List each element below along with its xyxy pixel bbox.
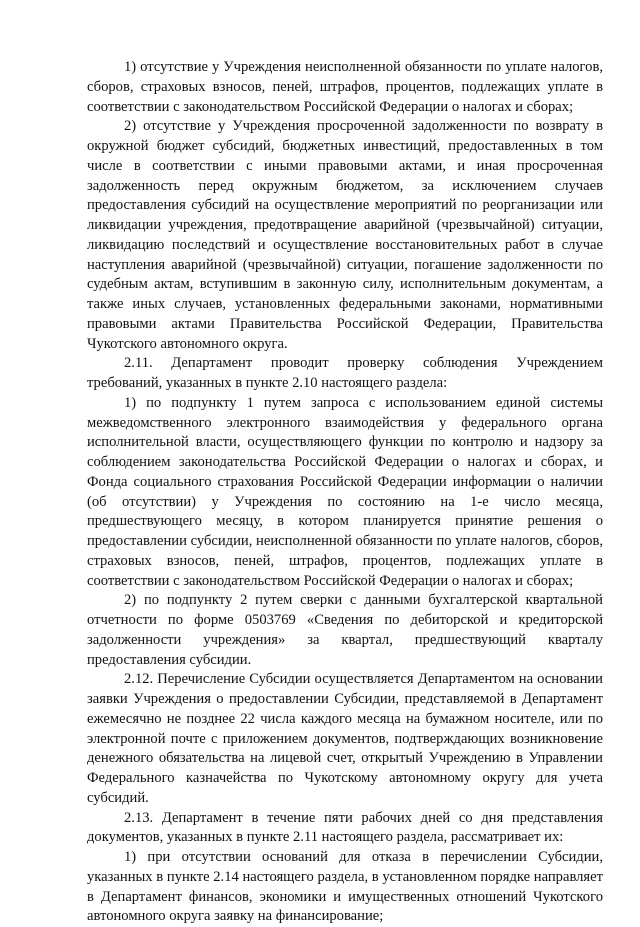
- paragraph-1-tax-obligations: 1) отсутствие у Учреждения неисполненной обязанности по уплате налогов, сборов, страховых взносов, пеней, штрафов, процентов, подлежащих уплате в соответствии с законодательством Российской Федерации о налогах и сборах;: [87, 59, 603, 115]
- paragraph-2-overdue-debt: 2) отсутствие у Учреждения просроченной задолженности по возврату в окружной бюджет субсидий, бюджетных инвестиций, предоставленных в том числе в соответствии с иными правовыми актами, и иная просроченная задолженность перед окружным бюджетом, за исключением случаев предоставления субсидий на осуществление мероприятий по реорганизации или ликвидации учреждения, предотвращение аварийной (чрезвычайной) ситуации, ликвидацию последствий и осуществление восстановительных работ в случае наступления аварийной (чрезвычайной) ситуации, погашение задолженности по судебным актам, вступившим в законную силу, исполнительным документам, а также иных случаев, установленных федеральными законами, нормативными правовыми актами Правительства Российской Федерации, Правительства Чукотского автономного округа.: [87, 118, 603, 352]
- document-page: [87, 58, 603, 927]
- paragraph-2-11-verification: 2.11. Департамент проводит проверку соблюдения Учреждением требований, указанных в пункте 2.10 настоящего раздела:: [87, 355, 603, 391]
- paragraph-2-11-subitem-2: 2) по подпункту 2 путем сверки с данными бухгалтерской квартальной отчетности по форме 0503769 «Сведения по дебиторской и кредиторской задолженности учреждения» за квартал, предшествующий кварталу предоставления субсидии.: [87, 592, 603, 668]
- paragraph-2-13-review: 2.13. Департамент в течение пяти рабочих дней со дня представления документов, указанных в пункте 2.11 настоящего раздела, рассматривает их:: [87, 809, 603, 846]
- paragraph-2-11-subitem-1: 1) по подпункту 1 путем запроса с использованием единой системы межведомственного электронного взаимодействия у федерального органа исполнительной власти, осуществляющего функции по контролю и надзору за соблюдением законодательства Российской Федерации о налогах и сборах, и Фонда социального страхования Российской Федерации информации о наличии (об отсутствии) у Учреждения по состоянию на 1-е число месяца, предшествующего месяцу, в котором планируется принятие решения о предоставлении субсидии, неисполненной обязанности по уплате налогов, сборов, страховых взносов, пеней, штрафов, процентов, подлежащих уплате в соответствии с законодательством Российской Федерации о налогах и сборах;: [87, 394, 603, 589]
- paragraph-2-13-subitem-1: 1) при отсутствии оснований для отказа в перечислении Субсидии, указанных в пункте 2.14 настоящего раздела, в установленном порядке направляет в Департамент финансов, экономики и имущественных отношений Чукотского автономного округа заявку на финансирование;: [87, 849, 603, 925]
- paragraph-2-12-transfer: 2.12. Перечисление Субсидии осуществляется Департаментом на основании заявки Учреждения о предоставлении Субсидии, представляемой в Департамент ежемесячно не позднее 22 числа каждого месяца на бумажном носителе, или по электронной почте с приложением документов, подтверждающих возникновение денежного обязательства на лицевой счет, открытый Учреждению в Управлении Федерального казначейства по Чукотскому автономному округу для учета субсидий.: [87, 671, 603, 806]
